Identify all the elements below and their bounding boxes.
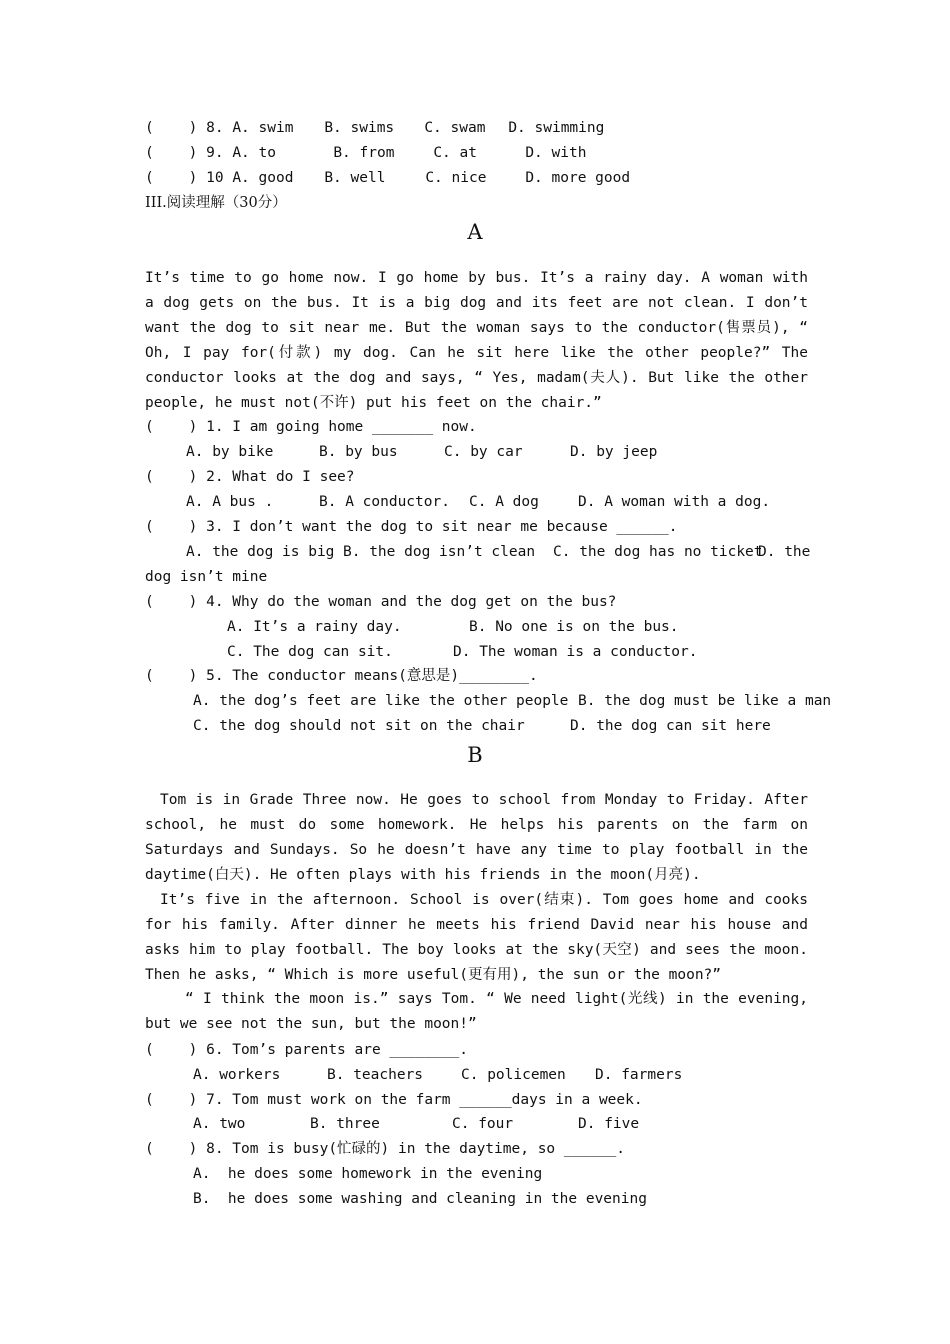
passage-a-text: It’s time to go home now. I go home by bus. It’s a rainy day. A woman with a dog gets on the bus. It is a big dog and its feet are not clean. I don’t want the dog to sit near me. But the woman says to the conductor(售票员), “ Oh, I pay for(付款) my dog. Can he sit here like the other people?” The conductor looks at the dog and says, “ Yes, madam(夫人). But like the other people, he must not(不许) put his feet on the chair.” [145, 270, 808, 411]
option-row: A. It’s a rainy day. B. No one is on the bus. [227, 619, 679, 635]
question-stem: ( ) 5. The conductor means(意思是)________. [145, 668, 538, 684]
passage-b-para3: “ I think the moon is.” says Tom. “ We need light(光线) in the evening, but we see not the sun, but the moon!” [145, 991, 808, 1032]
question-stem: ( ) 6. Tom’s parents are ________. [145, 1042, 469, 1058]
option-row: A. two B. three C. four D. five [193, 1116, 640, 1132]
question-line: ( ) 10 A. good B. well C. nice D. more good [145, 170, 631, 186]
question-stem: ( ) 8. Tom is busy(忙碌的) in the daytime, so ______. [145, 1141, 625, 1157]
option-row: A. workers B. teachers C. policemen D. farmers [193, 1067, 683, 1083]
option-row: A. he does some homework in the evening [193, 1166, 543, 1182]
question-stem: ( ) 2. What do I see? [145, 469, 355, 485]
section-title: III.阅读理解（30分） [145, 195, 287, 211]
option-row: A. by bike B. by bus C. by car D. by jeep [186, 444, 658, 460]
question-stem: ( ) 3. I don’t want the dog to sit near me because ______. [145, 519, 678, 535]
option-wrap: dog isn’t mine [145, 569, 268, 585]
option-row: C. the dog should not sit on the chair D. the dog can sit here [193, 718, 771, 734]
passage-a-heading: A [467, 220, 483, 244]
question-stem: ( ) 4. Why do the woman and the dog get on the bus? [145, 594, 617, 610]
option-row: A. the dog is big B. the dog isn’t clean C. the dog has no ticketD. the [186, 544, 811, 560]
question-line: ( ) 9. A. to B. from C. at D. with [145, 145, 587, 161]
option-row: A. A bus . B. A conductor. C. A dog D. A woman with a dog. [186, 494, 771, 510]
passage-b-heading: B [467, 743, 483, 767]
option-row: B. he does some washing and cleaning in the evening [193, 1191, 647, 1207]
question-stem: ( ) 1. I am going home _______ now. [145, 419, 477, 435]
option-row: C. The dog can sit. D. The woman is a conductor. [227, 644, 698, 660]
question-stem: ( ) 7. Tom must work on the farm ______days in a week. [145, 1092, 643, 1108]
passage-b-para1: Tom is in Grade Three now. He goes to school from Monday to Friday. After school, he must do some homework. He helps his parents on the farm on Saturdays and Sundays. So he doesn’t have any time to play football in the daytime(白天). He often plays with his friends in the moon(月亮). [145, 792, 808, 883]
question-line: ( ) 8. A. swim B. swims C. swam D. swimming [145, 120, 605, 136]
passage-b-para2: It’s five in the afternoon. School is over(结束). Tom goes home and cooks for his family. After dinner he meets his friend David near his house and asks him to play football. The boy looks at the sky(天空) and sees the moon. Then he asks, “ Which is more useful(更有用), the sun or the moon?” [145, 892, 808, 983]
option-row: A. the dog’s feet are like the other people B. the dog must be like a man [193, 693, 832, 709]
